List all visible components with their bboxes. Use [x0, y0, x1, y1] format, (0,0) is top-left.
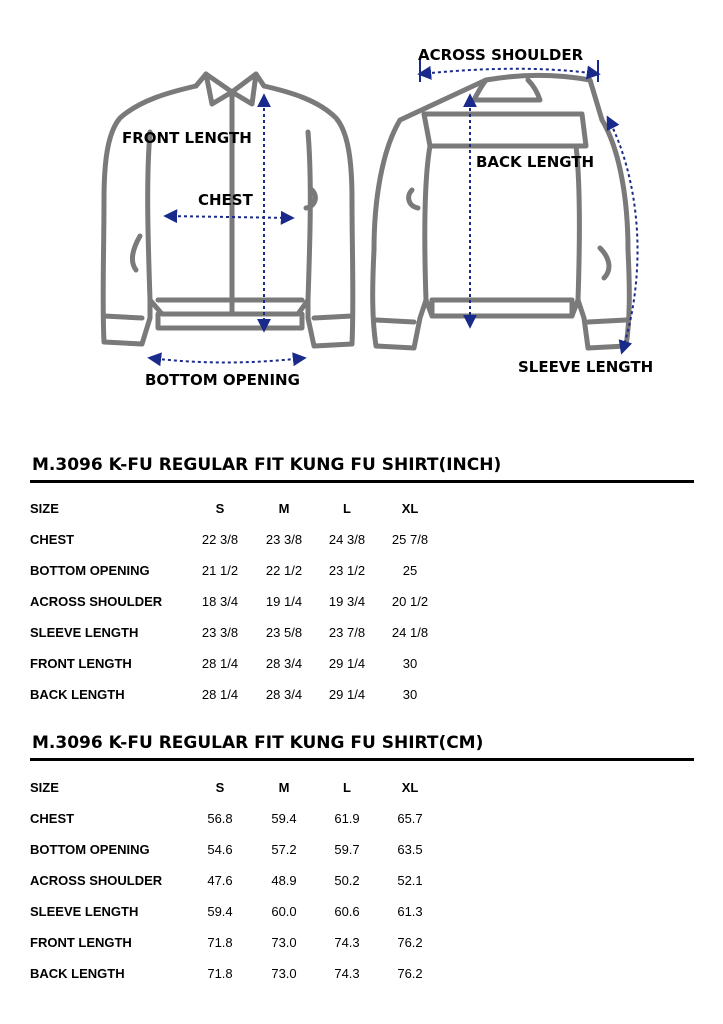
- title-divider: [30, 480, 694, 483]
- cell-value: 20 1/2: [391, 594, 429, 609]
- table-header-row: [0, 780, 723, 800]
- size-l: L: [343, 780, 351, 795]
- cell-value: 28 3/4: [265, 687, 303, 702]
- cell-value: 48.9: [271, 873, 297, 888]
- title-divider: [30, 758, 694, 761]
- row-label: BACK LENGTH: [30, 966, 125, 981]
- row-label: FRONT LENGTH: [30, 935, 132, 950]
- measurement-diagram: [0, 0, 723, 420]
- cell-value: 30: [402, 687, 418, 702]
- cell-value: 61.3: [397, 904, 423, 919]
- table-row: [0, 935, 723, 955]
- cell-value: 60.0: [271, 904, 297, 919]
- table-row: [0, 873, 723, 893]
- table-row: [0, 811, 723, 831]
- row-label: CHEST: [30, 532, 75, 547]
- table-row: [0, 625, 723, 645]
- cell-value: 74.3: [334, 935, 360, 950]
- cell-value: 30: [402, 656, 418, 671]
- cell-value: 73.0: [271, 966, 297, 981]
- size-header: SIZE: [30, 780, 59, 795]
- table-row: [0, 904, 723, 924]
- table-row: [0, 563, 723, 583]
- table-row: [0, 842, 723, 862]
- cell-value: 59.4: [271, 811, 297, 826]
- cell-value: 24 3/8: [328, 532, 366, 547]
- sleeve-length-label: SLEEVE LENGTH: [518, 358, 654, 376]
- cell-value: 28 1/4: [201, 656, 239, 671]
- cell-value: 60.6: [334, 904, 360, 919]
- cell-value: 63.5: [397, 842, 423, 857]
- cell-value: 29 1/4: [328, 687, 366, 702]
- table-row: [0, 532, 723, 552]
- across-shoulder-label: ACROSS SHOULDER: [418, 46, 584, 64]
- cell-value: 25: [402, 563, 418, 578]
- cell-value: 71.8: [207, 935, 233, 950]
- row-label: CHEST: [30, 811, 75, 826]
- shirt-front-icon: [103, 74, 353, 346]
- table-row: [0, 594, 723, 614]
- size-xl: XL: [401, 501, 419, 516]
- chest-arrow: [166, 216, 292, 218]
- table-row: [0, 966, 723, 986]
- cell-value: 21 1/2: [201, 563, 239, 578]
- cell-value: 25 7/8: [391, 532, 429, 547]
- bottom-opening-label: BOTTOM OPENING: [145, 371, 300, 389]
- cell-value: 22 3/8: [201, 532, 239, 547]
- cell-value: 56.8: [207, 811, 233, 826]
- cell-value: 52.1: [397, 873, 423, 888]
- cell-value: 50.2: [334, 873, 360, 888]
- bottom-opening-arrow: [150, 358, 304, 363]
- cell-value: 28 3/4: [265, 656, 303, 671]
- cell-value: 76.2: [397, 966, 423, 981]
- cell-value: 18 3/4: [201, 594, 239, 609]
- cell-value: 74.3: [334, 966, 360, 981]
- row-label: SLEEVE LENGTH: [30, 904, 139, 919]
- row-label: ACROSS SHOULDER: [30, 873, 163, 888]
- cell-value: 23 5/8: [265, 625, 303, 640]
- cell-value: 57.2: [271, 842, 297, 857]
- size-s: S: [215, 780, 225, 795]
- row-label: BOTTOM OPENING: [30, 563, 150, 578]
- cell-value: 23 7/8: [328, 625, 366, 640]
- cell-value: 19 3/4: [328, 594, 366, 609]
- table-title: M.3096 K-FU REGULAR FIT KUNG FU SHIRT(INCH): [32, 455, 502, 475]
- cell-value: 76.2: [397, 935, 423, 950]
- cell-value: 19 1/4: [265, 594, 303, 609]
- shirt-back-icon: [373, 76, 630, 349]
- table-row: [0, 656, 723, 676]
- cell-value: 23 3/8: [201, 625, 239, 640]
- size-m: M: [278, 780, 290, 795]
- cell-value: 59.7: [334, 842, 360, 857]
- row-label: ACROSS SHOULDER: [30, 594, 163, 609]
- size-m: M: [278, 501, 290, 516]
- cell-value: 71.8: [207, 966, 233, 981]
- cell-value: 65.7: [397, 811, 423, 826]
- size-l: L: [343, 501, 351, 516]
- cell-value: 23 1/2: [328, 563, 366, 578]
- row-label: BOTTOM OPENING: [30, 842, 150, 857]
- cell-value: 28 1/4: [201, 687, 239, 702]
- cell-value: 23 3/8: [265, 532, 303, 547]
- cell-value: 59.4: [207, 904, 233, 919]
- row-label: BACK LENGTH: [30, 687, 125, 702]
- back-length-label: BACK LENGTH: [476, 153, 595, 171]
- cell-value: 73.0: [271, 935, 297, 950]
- chest-label: CHEST: [198, 191, 253, 209]
- row-label: SLEEVE LENGTH: [30, 625, 139, 640]
- front-length-label: FRONT LENGTH: [122, 129, 252, 147]
- size-xl: XL: [401, 780, 419, 795]
- cell-value: 54.6: [207, 842, 233, 857]
- row-label: FRONT LENGTH: [30, 656, 132, 671]
- size-header: SIZE: [30, 501, 59, 516]
- table-title: M.3096 K-FU REGULAR FIT KUNG FU SHIRT(CM): [32, 733, 484, 753]
- table-header-row: [0, 501, 723, 521]
- cell-value: 29 1/4: [328, 656, 366, 671]
- cell-value: 61.9: [334, 811, 360, 826]
- cell-value: 22 1/2: [265, 563, 303, 578]
- cell-value: 47.6: [207, 873, 233, 888]
- sleeve-length-arrow: [608, 118, 638, 352]
- across-shoulder-arrow: [420, 69, 598, 74]
- size-s: S: [215, 501, 225, 516]
- table-row: [0, 687, 723, 707]
- cell-value: 24 1/8: [391, 625, 429, 640]
